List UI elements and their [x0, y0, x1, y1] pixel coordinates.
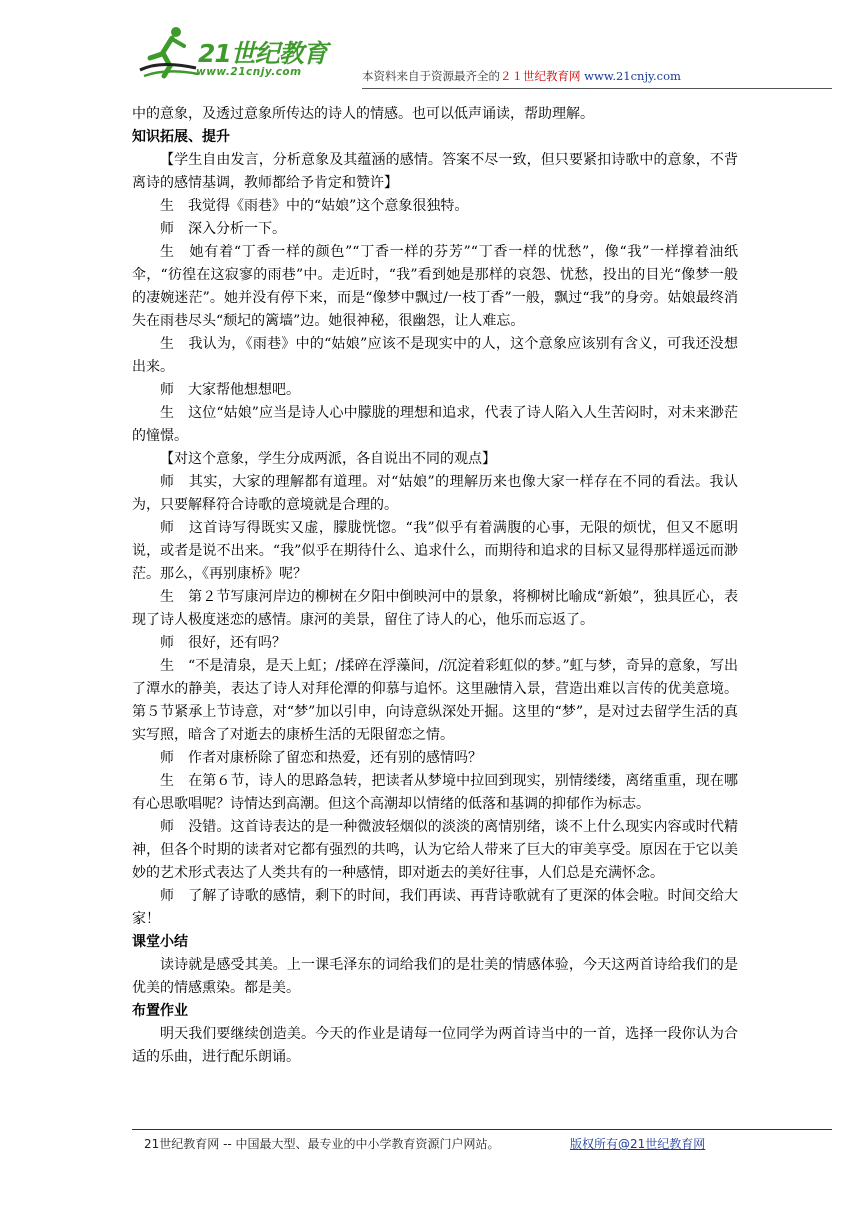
body-paragraph: 师 了解了诗歌的感情，剩下的时间，我们再读、再背诗歌就有了更深的体会啦。时间交给大家！ [132, 888, 738, 927]
body-paragraph: 师 没错。这首诗表达的是一种微波轻烟似的淡淡的离情别绪，谈不上什么现实内容或时代精神，但各个时期的读者对它都有强烈的共鸣，认为它给人带来了巨大的审美享受。原因在于它以美妙的艺术形式表达了人类共有的一种感情，即对逝去的美好往事，人们总是充满怀念。 [132, 819, 738, 881]
body-paragraph: 中的意象，及透过意象所传达的诗人的情感。也可以低声诵读，帮助理解。 [132, 106, 594, 122]
footer-copyright-link[interactable]: 版权所有@21世纪教育网 [570, 1137, 706, 1151]
body-paragraph: 【对这个意象，学生分成两派，各自说出不同的观点】 [160, 451, 496, 467]
site-logo[interactable] [132, 18, 342, 84]
body-paragraph: 生 我觉得《雨巷》中的“姑娘”这个意象很独特。 [160, 198, 469, 214]
section-heading: 知识拓展、提升 [132, 129, 230, 145]
body-paragraph: 生 我认为，《雨巷》中的“姑娘”应该不是现实中的人，这个意象应该别有含义，可我还没想出来。 [132, 336, 738, 375]
section-heading: 课堂小结 [132, 934, 188, 950]
body-paragraph: 生 “不是清泉，是天上虹；/揉碎在浮藻间，/沉淀着彩虹似的梦。”虹与梦，奇异的意象，写出了潭水的静美，表达了诗人对拜伦潭的仰慕与追怀。这里融情入景，营造出难以言传的优美意境。第５节紧承上节诗意，对“梦”加以引申，向诗意纵深处开掘。这里的“梦”，是对过去留学生活的真实写照，暗含了对逝去的康桥生活的无限留恋之情。 [132, 658, 738, 743]
page-footer [144, 1135, 706, 1152]
header-brand-link[interactable]: ２１世纪教育网 [500, 69, 581, 83]
body-paragraph: 师 大家帮他想想吧。 [160, 382, 300, 398]
body-paragraph: 师 这首诗写得既实又虚，朦胧恍惚。“我”似乎有着满腹的心事，无限的烦忧，但又不愿明说，或者是说不出来。“我”似乎在期待什么、追求什么，而期待和追求的目标又显得那样遥远而渺茫。那么，《再别康桥》呢？ [132, 520, 738, 582]
body-paragraph: 生 这位“姑娘”应当是诗人心中朦胧的理想和追求，代表了诗人陷入人生苦闷时，对未来渺茫的憧憬。 [132, 405, 738, 444]
body-paragraph: 生 在第６节，诗人的思路急转，把读者从梦境中拉回到现实，别情缕缕，离绪重重，现在哪有心思歌唱呢？诗情达到高潮。但这个高潮却以情绪的低落和基调的抑郁作为标志。 [132, 773, 738, 812]
section-heading: 布置作业 [132, 1003, 188, 1019]
body-paragraph: 生 她有着“丁香一样的颜色”“丁香一样的芬芳”“丁香一样的忧愁”，像“我”一样撑着油纸伞，“彷徨在这寂寥的雨巷”中。走近时，“我”看到她是那样的哀怨、忧愁，投出的目光“像梦一般的凄婉迷茫”。她并没有停下来，而是“像梦中飘过/一枝丁香”一般，飘过“我”的身旁。姑娘最终消失在雨巷尽头“颓圮的篱墙”边。她很神秘，很幽怨，让人难忘。 [132, 244, 738, 329]
body-paragraph: 师 深入分析一下。 [160, 221, 286, 237]
body-paragraph: 师 作者对康桥除了留恋和热爱，还有别的感情吗？ [160, 750, 482, 766]
body-paragraph: 师 很好，还有吗？ [160, 635, 286, 651]
footer-text: 21世纪教育网 -- 中国最大型、最专业的中小学教育资源门户网站。 [144, 1137, 500, 1151]
body-paragraph: 读诗就是感受其美。上一课毛泽东的词给我们的是壮美的情感体验，今天这两首诗给我们的是优美的情感熏染。都是美。 [132, 957, 738, 996]
body-paragraph: 【学生自由发言，分析意象及其蕴涵的感情。答案不尽一致，但只要紧扣诗歌中的意象，不背离诗的感情基调，教师都给予肯定和赞许】 [132, 152, 738, 191]
header-note-prefix: 本资料来自于资源最齐全的 [362, 69, 500, 83]
body-paragraph: 生 第２节写康河岸边的柳树在夕阳中倒映河中的景象，将柳树比喻成“新娘”，独具匠心，表现了诗人极度迷恋的感情。康河的美景，留住了诗人的心，他乐而忘返了。 [132, 589, 738, 628]
body-paragraph: 明天我们要继续创造美。今天的作业是请每一位同学为两首诗当中的一首，选择一段你认为合适的乐曲，进行配乐朗诵。 [132, 1026, 738, 1065]
body-paragraph: 师 其实，大家的理解都有道理。对“姑娘”的理解历来也像大家一样存在不同的看法。我认为，只要解释符合诗歌的意境就是合理的。 [132, 474, 738, 513]
running-figure-icon [136, 24, 200, 80]
header-url-link[interactable]: www.21cnjy.com [584, 69, 681, 83]
footer-divider [132, 1129, 832, 1130]
logo-title: 21世纪教育 [198, 39, 327, 68]
document-body [132, 103, 738, 1069]
header-source-note [362, 68, 681, 84]
header-divider [362, 88, 832, 89]
page-header [132, 18, 832, 90]
logo-url: www.21cnjy.com [196, 66, 302, 78]
